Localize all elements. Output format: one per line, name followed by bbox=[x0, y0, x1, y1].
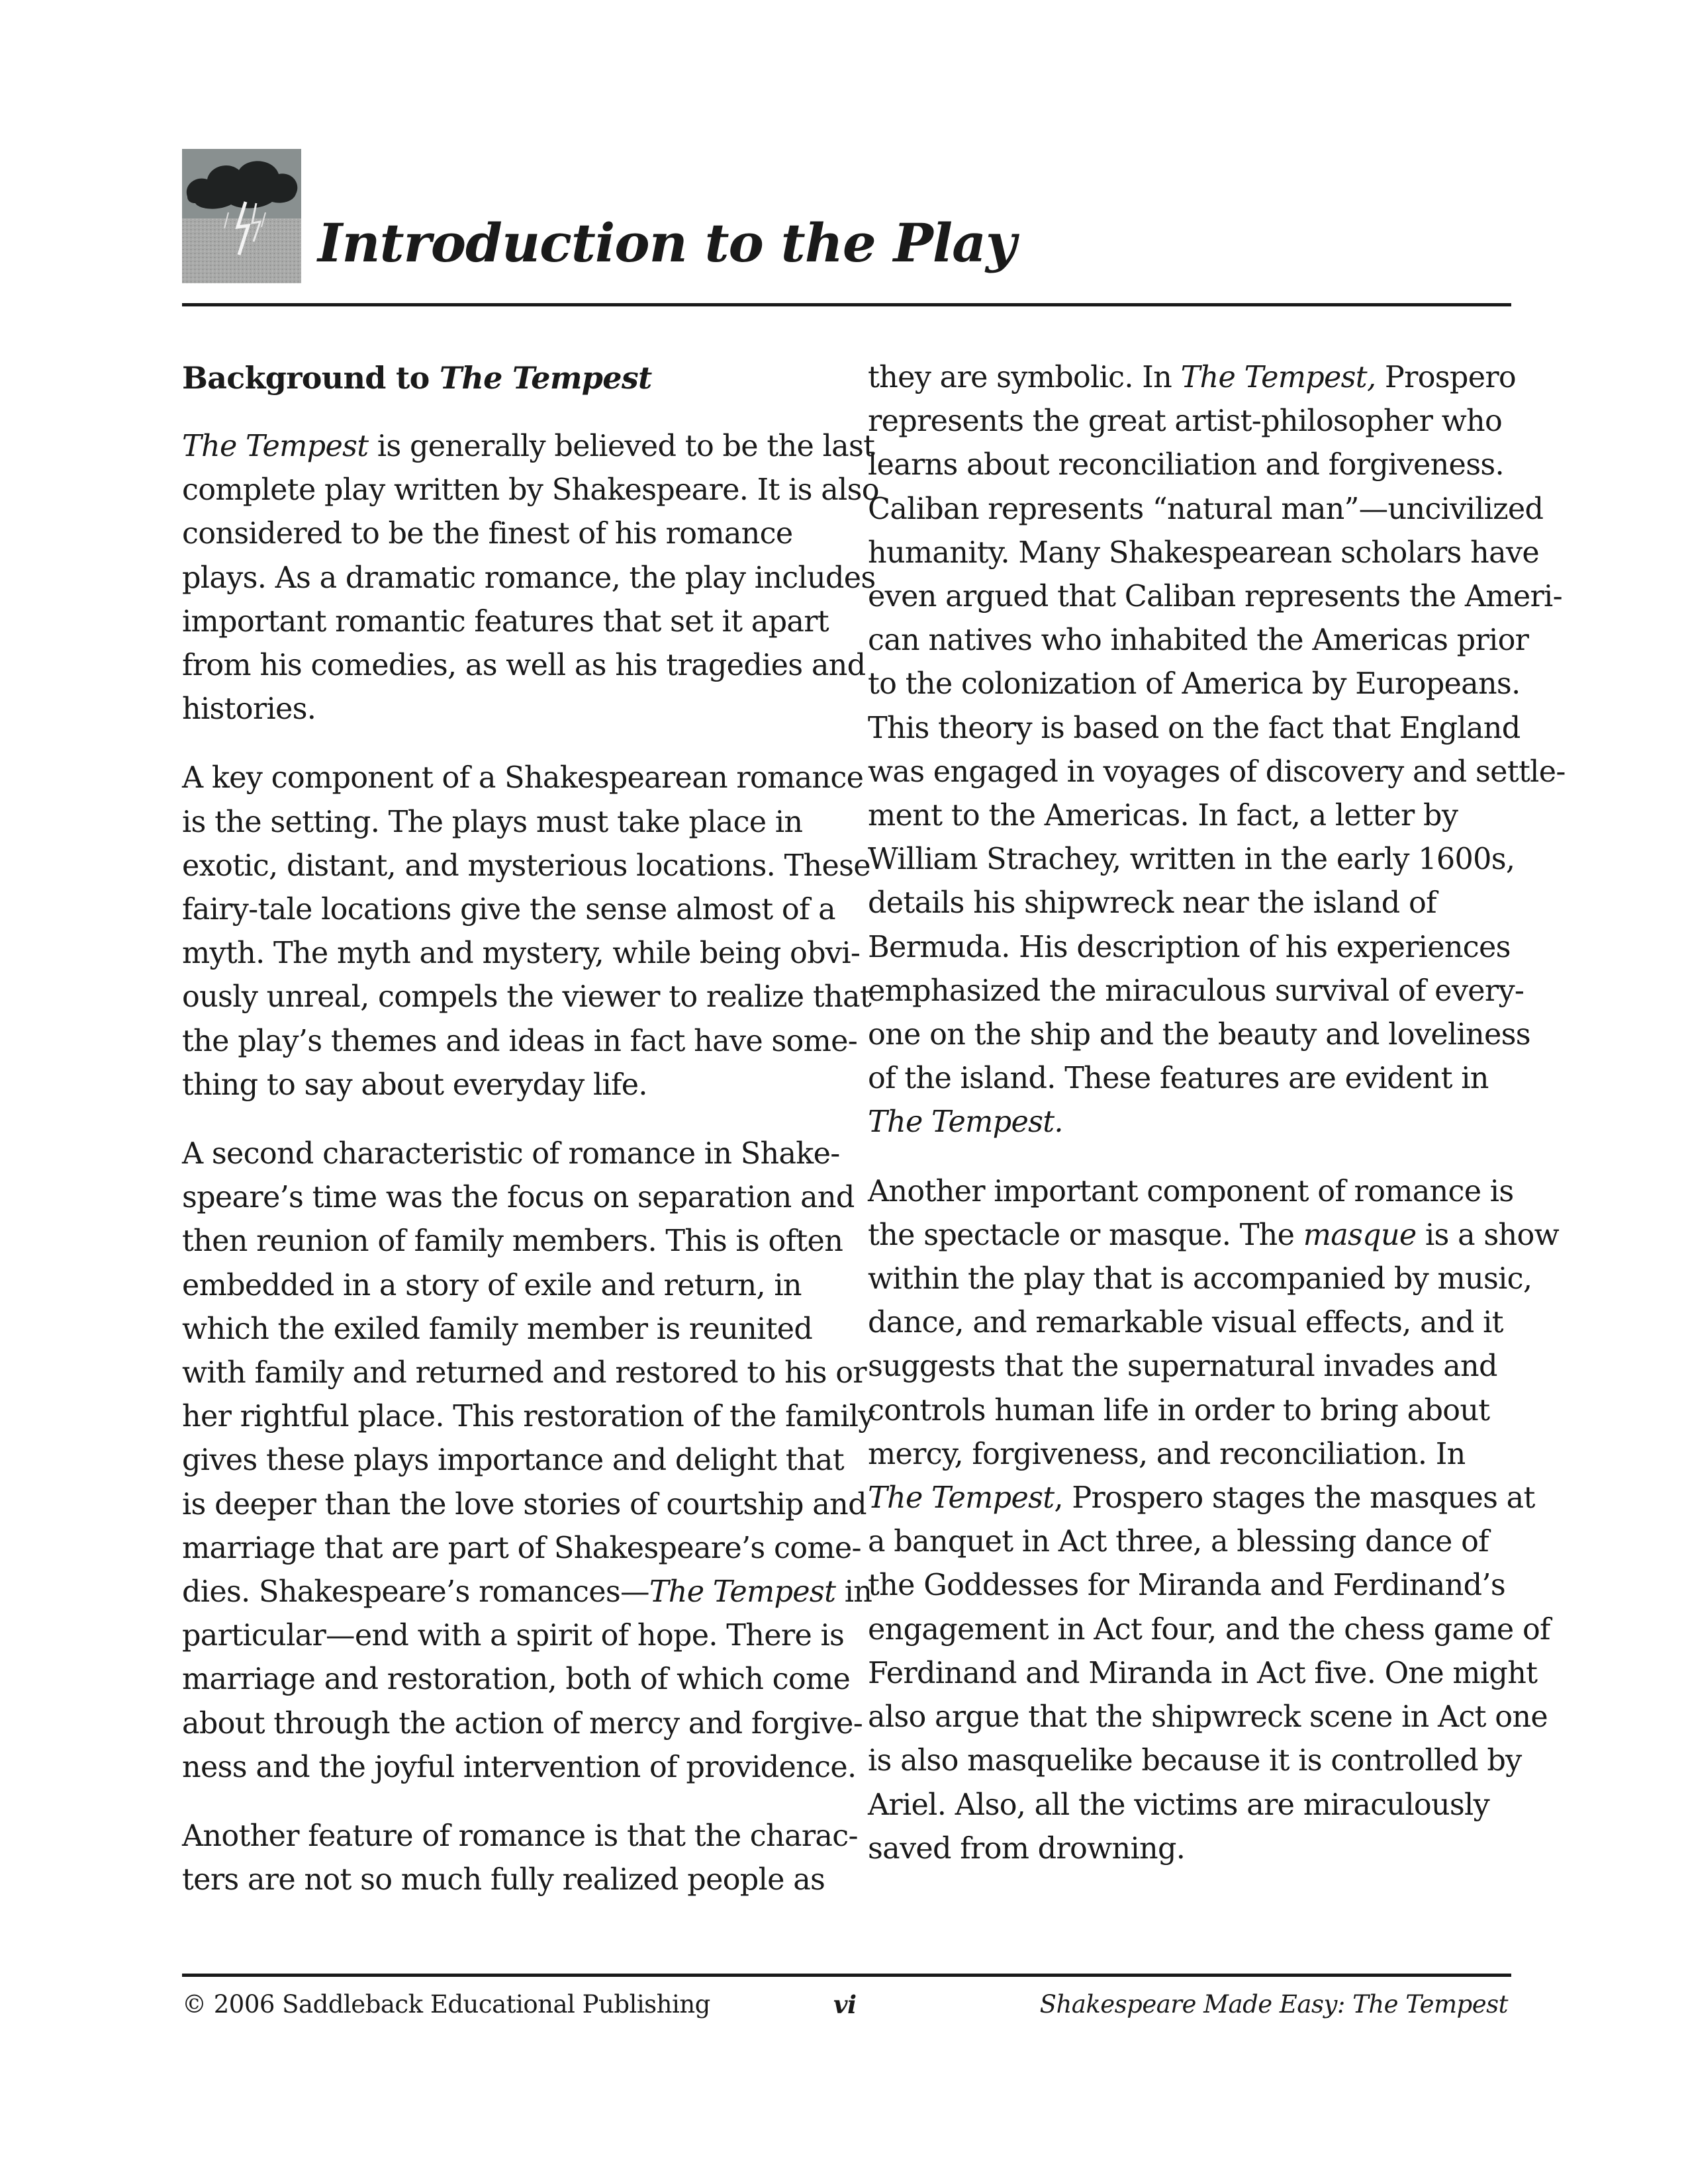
text-line: fairy-tale locations give the sense almost of a bbox=[182, 893, 835, 927]
text-line: William Strachey, written in the early 1600s, bbox=[868, 842, 1515, 877]
page-footer bbox=[182, 1974, 1511, 2036]
text-line: can natives who inhabited the Americas prior bbox=[868, 623, 1529, 658]
text-line: speare’s time was the focus on separation and bbox=[182, 1181, 855, 1215]
text-line: her rightful place. This restoration of the family bbox=[182, 1400, 874, 1434]
text-line: even argued that Caliban represents the Ameri- bbox=[868, 580, 1562, 614]
section-heading: Background to The Tempest bbox=[182, 360, 652, 396]
left-column bbox=[182, 356, 879, 1903]
text-line: to the colonization of America by Europeans. bbox=[868, 667, 1521, 702]
text-line: from his comedies, as well as his tragedies and bbox=[182, 649, 866, 683]
text-line: This theory is based on the fact that England bbox=[868, 711, 1521, 745]
text-line: they are symbolic. In The Tempest, Prospero bbox=[868, 361, 1517, 394]
text-line: complete play written by Shakespeare. It is also bbox=[182, 473, 879, 508]
text-line: important romantic features that set it apart bbox=[182, 604, 829, 639]
copyright-notice: © 2006 Saddleback Educational Publishing bbox=[182, 1990, 710, 2019]
text-line: then reunion of family members. This is often bbox=[182, 1224, 843, 1259]
book-title: Shakespeare Made Easy: The Tempest bbox=[1039, 1990, 1508, 2019]
text-line: The Tempest is generally believed to be the last bbox=[182, 430, 875, 463]
text-line: also argue that the shipwreck scene in Act one bbox=[868, 1700, 1548, 1735]
text-line: a banquet in Act three, a blessing dance of bbox=[868, 1525, 1489, 1559]
text-line: Bermuda. His description of his experiences bbox=[868, 930, 1511, 964]
text-line: suggests that the supernatural invades and bbox=[868, 1349, 1497, 1384]
text-line: the play’s themes and ideas in fact have some- bbox=[182, 1024, 858, 1058]
text-line: considered to be the finest of his romance bbox=[182, 517, 793, 551]
text-line: myth. The myth and mystery, while being obvi- bbox=[182, 936, 861, 971]
text-line: within the play that is accompanied by music, bbox=[868, 1262, 1532, 1297]
text-line: is deeper than the love stories of courtship and bbox=[182, 1487, 867, 1522]
text-line: exotic, distant, and mysterious locations. These bbox=[182, 848, 870, 883]
text-line: about through the action of mercy and forgive- bbox=[182, 1706, 863, 1741]
text-line: Another feature of romance is that the charac- bbox=[182, 1819, 858, 1854]
paragraph-gap bbox=[182, 1107, 827, 1132]
text-line: details his shipwreck near the island of bbox=[868, 886, 1436, 921]
text-line: emphasized the miraculous survival of every- bbox=[868, 974, 1524, 1008]
text-line: histories. bbox=[182, 692, 316, 727]
text-line: A second characteristic of romance in Shake- bbox=[182, 1137, 840, 1171]
text-line: Ariel. Also, all the victims are miraculously bbox=[868, 1788, 1490, 1822]
text-line: dance, and remarkable visual effects, and it bbox=[868, 1306, 1503, 1340]
text-line: of the island. These features are evident in bbox=[868, 1062, 1489, 1096]
paragraph-gap bbox=[182, 1790, 827, 1815]
text-line: saved from drowning. bbox=[868, 1831, 1186, 1866]
text-line: dies. Shakespeare’s romances—The Tempest in bbox=[182, 1575, 872, 1610]
text-line: Another important component of romance is bbox=[868, 1174, 1514, 1208]
text-line: one on the ship and the beauty and loveliness bbox=[868, 1018, 1530, 1052]
text-line: Caliban represents “natural man”—uncivilized bbox=[868, 492, 1544, 526]
text-line: Ferdinand and Miranda in Act five. One might bbox=[868, 1656, 1538, 1690]
text-line: The Tempest, Prospero stages the masques at bbox=[868, 1481, 1535, 1516]
text-line: humanity. Many Shakespearean scholars have bbox=[868, 535, 1539, 570]
text-line: represents the great artist-philosopher who bbox=[868, 404, 1503, 439]
text-line: ness and the joyful intervention of providence. bbox=[182, 1750, 857, 1784]
text-line: which the exiled family member is reunited bbox=[182, 1312, 813, 1346]
page-number: vi bbox=[833, 1990, 857, 2019]
text-line: ters are not so much fully realized people as bbox=[182, 1863, 825, 1897]
text-line: ment to the Americas. In fact, a letter by bbox=[868, 799, 1458, 833]
text-line: is the setting. The plays must take place in bbox=[182, 805, 803, 839]
page-title: Introduction to the Play bbox=[318, 212, 1016, 274]
right-column bbox=[868, 356, 1566, 1871]
storm-cloud-lightning-icon bbox=[182, 149, 301, 283]
text-line: particular—end with a spirit of hope. There is bbox=[182, 1619, 845, 1653]
text-line: engagement in Act four, and the chess game of bbox=[868, 1612, 1550, 1647]
paragraph-gap bbox=[868, 1145, 1513, 1170]
text-line: plays. As a dramatic romance, the play includes bbox=[182, 561, 876, 595]
paragraph-gap bbox=[182, 731, 827, 756]
text-line: ously unreal, compels the viewer to realize that bbox=[182, 980, 872, 1015]
text-line: is also masquelike because it is controlled by bbox=[868, 1744, 1522, 1778]
text-line: with family and returned and restored to his or bbox=[182, 1356, 867, 1390]
text-line: embedded in a story of exile and return, in bbox=[182, 1268, 802, 1302]
text-line: mercy, forgiveness, and reconciliation. In bbox=[868, 1437, 1466, 1471]
text-line: was engaged in voyages of discovery and settle- bbox=[868, 754, 1566, 789]
text-line: marriage that are part of Shakespeare’s come- bbox=[182, 1531, 861, 1565]
text-line: thing to say about everyday life. bbox=[182, 1068, 647, 1102]
text-line: the Goddesses for Miranda and Ferdinand’s bbox=[868, 1569, 1505, 1603]
page-header bbox=[182, 147, 1511, 306]
text-line: marriage and restoration, both of which come bbox=[182, 1662, 851, 1697]
text-line: The Tempest. bbox=[868, 1105, 1063, 1140]
text-line: controls human life in order to bring about bbox=[868, 1393, 1490, 1428]
text-line: learns about reconciliation and forgiveness. bbox=[868, 448, 1504, 482]
text-line: the spectacle or masque. The masque is a show bbox=[868, 1218, 1559, 1252]
text-line: gives these plays importance and delight that bbox=[182, 1443, 844, 1478]
text-line: A key component of a Shakespearean romance bbox=[182, 761, 864, 796]
